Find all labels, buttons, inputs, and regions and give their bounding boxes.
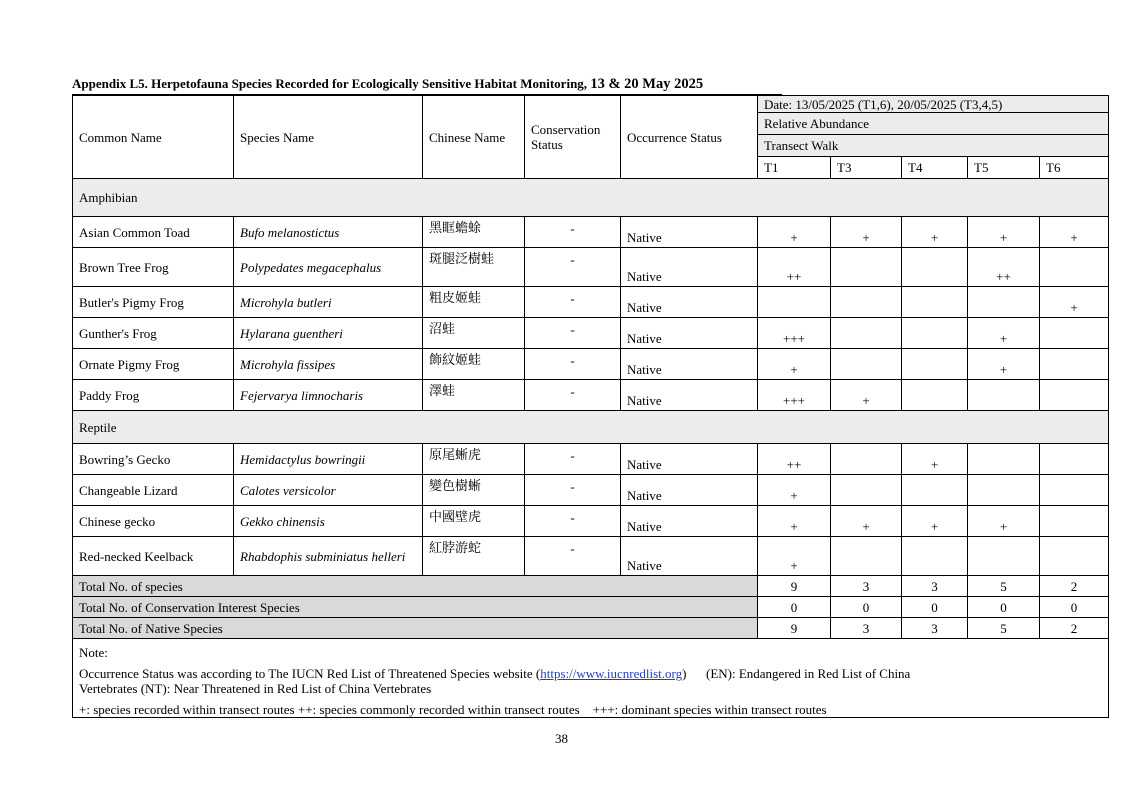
abundance-cell: + — [831, 217, 902, 248]
transect-header-cell: T4 — [902, 157, 968, 179]
species-name-cell: Fejervarya limnocharis — [234, 380, 423, 411]
abundance-cell: + — [902, 506, 968, 537]
title-date: 13 & 20 May 2025 — [590, 76, 704, 92]
occurrence-status-cell: Native — [621, 287, 758, 318]
abundance-cell: + — [902, 217, 968, 248]
common-name-cell: Butler's Pigmy Frog — [73, 287, 234, 318]
transect-header-cell: T3 — [831, 157, 902, 179]
table-row — [73, 475, 1109, 506]
total-value: 0 — [831, 597, 902, 618]
section-row — [73, 179, 1109, 217]
header-chinese-name: Chinese Name — [423, 96, 525, 179]
species-name-cell: Calotes versicolor — [234, 475, 423, 506]
abundance-cell — [902, 380, 968, 411]
abundance-cell — [1040, 475, 1109, 506]
abundance-cell: ++ — [968, 248, 1040, 287]
transect-header-cell: T1 — [758, 157, 831, 179]
table-row — [73, 217, 1109, 248]
abundance-cell — [902, 248, 968, 287]
conservation-status-cell: - — [525, 475, 621, 506]
chinese-name-cell: 斑腿泛樹蛙 — [423, 248, 525, 287]
total-value: 3 — [831, 576, 902, 597]
occurrence-status-cell: Native — [621, 444, 758, 475]
abundance-cell — [1040, 380, 1109, 411]
abundance-cell: + — [758, 537, 831, 576]
occurrence-status-cell: Native — [621, 537, 758, 576]
abundance-cell — [968, 287, 1040, 318]
table-row — [73, 444, 1109, 475]
abundance-cell: +++ — [758, 380, 831, 411]
abundance-cell — [831, 475, 902, 506]
conservation-status-cell: - — [525, 444, 621, 475]
conservation-status-cell: - — [525, 380, 621, 411]
total-value: 5 — [968, 576, 1040, 597]
abundance-cell: ++ — [758, 248, 831, 287]
abundance-cell — [1040, 318, 1109, 349]
table-row — [73, 537, 1109, 576]
conservation-status-cell: - — [525, 318, 621, 349]
abundance-cell — [831, 248, 902, 287]
header-common-name: Common Name — [73, 96, 234, 179]
transect-header-cell: T5 — [968, 157, 1040, 179]
note-line-2: Vertebrates (NT): Near Threatened in Red List of China Vertebrates — [79, 681, 432, 696]
chinese-name-cell: 紅脖游蛇 — [423, 537, 525, 576]
total-label: Total No. of species — [73, 576, 758, 597]
abundance-cell: + — [758, 475, 831, 506]
chinese-name-cell: 粗皮姬蛙 — [423, 287, 525, 318]
species-name-cell: Hemidactylus bowringii — [234, 444, 423, 475]
species-table — [72, 95, 1109, 718]
header-conservation-status: Conservation Status — [525, 96, 621, 179]
table-row — [73, 380, 1109, 411]
total-label: Total No. of Native Species — [73, 618, 758, 639]
conservation-status-cell: - — [525, 537, 621, 576]
abundance-cell — [968, 444, 1040, 475]
chinese-name-cell: 中國壁虎 — [423, 506, 525, 537]
abundance-cell — [968, 380, 1040, 411]
note-row — [73, 639, 1109, 718]
note-line-1-tail: ) (EN): Endangered in Red List of China — [682, 666, 911, 681]
transect-header-cell: T6 — [1040, 157, 1109, 179]
header-species-name: Species Name — [234, 96, 423, 179]
common-name-cell: Asian Common Toad — [73, 217, 234, 248]
total-value: 2 — [1040, 618, 1109, 639]
chinese-name-cell: 沼蛙 — [423, 318, 525, 349]
total-value: 2 — [1040, 576, 1109, 597]
section-label: Reptile — [73, 411, 1109, 444]
total-row — [73, 576, 1109, 597]
conservation-status-cell: - — [525, 217, 621, 248]
page-number: 38 — [555, 731, 568, 746]
occurrence-status-cell: Native — [621, 248, 758, 287]
common-name-cell: Bowring’s Gecko — [73, 444, 234, 475]
abundance-cell: + — [831, 506, 902, 537]
chinese-name-cell: 澤蛙 — [423, 380, 525, 411]
common-name-cell: Paddy Frog — [73, 380, 234, 411]
common-name-cell: Gunther's Frog — [73, 318, 234, 349]
total-label: Total No. of Conservation Interest Species — [73, 597, 758, 618]
abundance-cell — [902, 287, 968, 318]
total-value: 9 — [758, 576, 831, 597]
note-line-1-text: Occurrence Status was according to The IUCN Red List of Threatened Species website ( — [79, 666, 541, 681]
abundance-cell: + — [968, 349, 1040, 380]
note-line-1 — [79, 666, 1102, 681]
abundance-cell — [831, 537, 902, 576]
title-text: Appendix L5. Herpetofauna Species Recorded for Ecologically Sensitive Habitat Monitoring, — [72, 76, 588, 91]
abundance-cell: + — [1040, 217, 1109, 248]
abundance-cell — [831, 349, 902, 380]
abundance-cell — [1040, 444, 1109, 475]
total-value: 0 — [902, 597, 968, 618]
total-value: 3 — [902, 618, 968, 639]
section-row — [73, 411, 1109, 444]
common-name-cell: Red-necked Keelback — [73, 537, 234, 576]
abundance-cell: + — [758, 217, 831, 248]
table-row — [73, 506, 1109, 537]
chinese-name-cell: 黑眶蟾蜍 — [423, 217, 525, 248]
chinese-name-cell: 飾紋姬蛙 — [423, 349, 525, 380]
common-name-cell: Chinese gecko — [73, 506, 234, 537]
conservation-status-cell: - — [525, 287, 621, 318]
iucn-link[interactable]: https://www.iucnredlist.org — [540, 666, 683, 681]
total-value: 0 — [758, 597, 831, 618]
header-occurrence-status: Occurrence Status — [621, 96, 758, 179]
note-cell — [73, 639, 1109, 718]
occurrence-status-cell: Native — [621, 380, 758, 411]
appendix-title — [72, 76, 703, 93]
abundance-cell — [1040, 506, 1109, 537]
abundance-cell: + — [902, 444, 968, 475]
abundance-cell: ++ — [758, 444, 831, 475]
total-row — [73, 597, 1109, 618]
abundance-cell — [1040, 248, 1109, 287]
abundance-cell — [831, 444, 902, 475]
abundance-cell — [902, 537, 968, 576]
species-name-cell: Gekko chinensis — [234, 506, 423, 537]
abundance-cell: + — [758, 349, 831, 380]
section-label: Amphibian — [73, 179, 1109, 217]
species-name-cell: Rhabdophis subminiatus helleri — [234, 537, 423, 576]
total-value: 5 — [968, 618, 1040, 639]
common-name-cell: Ornate Pigmy Frog — [73, 349, 234, 380]
species-name-cell: Hylarana guentheri — [234, 318, 423, 349]
species-name-cell: Microhyla fissipes — [234, 349, 423, 380]
abundance-cell: + — [968, 217, 1040, 248]
abundance-cell: + — [758, 506, 831, 537]
common-name-cell: Changeable Lizard — [73, 475, 234, 506]
chinese-name-cell: 原尾蜥虎 — [423, 444, 525, 475]
conservation-status-cell: - — [525, 248, 621, 287]
conservation-status-cell: - — [525, 506, 621, 537]
species-name-cell: Microhyla butleri — [234, 287, 423, 318]
occurrence-status-cell: Native — [621, 475, 758, 506]
header-relative-abundance: Relative Abundance — [758, 113, 1109, 135]
total-value: 3 — [902, 576, 968, 597]
abundance-cell — [968, 537, 1040, 576]
abundance-cell: + — [968, 506, 1040, 537]
common-name-cell: Brown Tree Frog — [73, 248, 234, 287]
species-name-cell: Bufo melanostictus — [234, 217, 423, 248]
conservation-status-cell: - — [525, 349, 621, 380]
occurrence-status-cell: Native — [621, 506, 758, 537]
table-row — [73, 287, 1109, 318]
total-value: 9 — [758, 618, 831, 639]
abundance-cell — [831, 287, 902, 318]
total-value: 3 — [831, 618, 902, 639]
abundance-cell — [902, 318, 968, 349]
table-row — [73, 248, 1109, 287]
occurrence-status-cell: Native — [621, 217, 758, 248]
abundance-cell — [1040, 537, 1109, 576]
chinese-name-cell: 變色樹蜥 — [423, 475, 525, 506]
total-value: 0 — [968, 597, 1040, 618]
abundance-cell: +++ — [758, 318, 831, 349]
abundance-cell — [968, 475, 1040, 506]
species-name-cell: Polypedates megacephalus — [234, 248, 423, 287]
header-date: Date: 13/05/2025 (T1,6), 20/05/2025 (T3,4,5) — [758, 96, 1109, 113]
abundance-cell: + — [1040, 287, 1109, 318]
total-value: 0 — [1040, 597, 1109, 618]
note-line-3: +: species recorded within transect routes ++: species commonly recorded within transect routes +++: dominant species within transect routes — [79, 702, 827, 717]
total-row — [73, 618, 1109, 639]
abundance-cell — [831, 318, 902, 349]
abundance-cell: + — [831, 380, 902, 411]
occurrence-status-cell: Native — [621, 318, 758, 349]
abundance-cell — [902, 475, 968, 506]
abundance-cell — [902, 349, 968, 380]
abundance-cell — [1040, 349, 1109, 380]
abundance-cell: + — [968, 318, 1040, 349]
abundance-cell — [758, 287, 831, 318]
occurrence-status-cell: Native — [621, 349, 758, 380]
note-heading: Note: — [79, 645, 108, 660]
header-transect-walk: Transect Walk — [758, 135, 1109, 157]
table-row — [73, 349, 1109, 380]
table-row — [73, 318, 1109, 349]
